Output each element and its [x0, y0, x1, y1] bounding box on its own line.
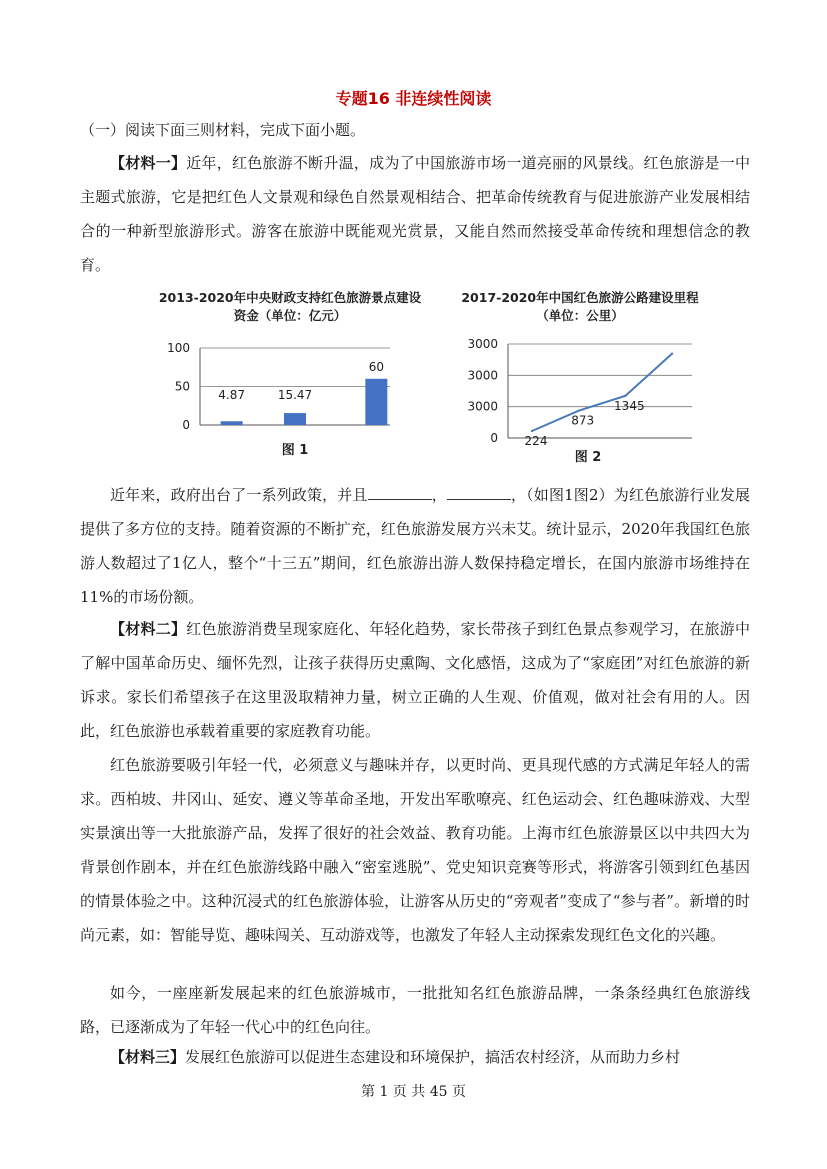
chart2-data-point: [671, 353, 673, 355]
chart2-data-point: [624, 395, 626, 397]
now-paragraph: [80, 976, 750, 1044]
page-title: 专题16 非连续性阅读: [335, 89, 492, 108]
policy-comma: ，: [431, 486, 447, 504]
youth-text: 红色旅游要吸引年轻一代，必须意义与趣味并存，以更时尚、更具现代感的方式满足年轻人的需求。西柏坡、井冈山、延安、遵义等革命圣地，开发出军歌嘹亮、红色运动会、红色趣味游戏、大型实景演出等一大批旅游产品，发挥了很好的社会效益、教育功能。上海市红色旅游景区以中共四大为背景创作剧本，并在红色旅游线路中融入“密室逃脱”、党史知识竞赛等形式，将游客引领到红色基因的情景体验之中。这种沉浸式的红色旅游体验，让游客从历史的“旁观者”变成了“参与者”。新增的时尚元素，如：智能导览、趣味闯关、互动游戏等，也激发了年轻人主动探索发现红色文化的兴趣。: [80, 756, 750, 944]
chart2-value-label: 224: [524, 433, 548, 448]
chart2-data-point: [531, 430, 533, 432]
chart2-title: [430, 289, 730, 325]
material-three-text: 发展红色旅游可以促进生态建设和环境保护，搞活农村经济，从而助力乡村: [185, 1048, 681, 1066]
chart1-value-label: 60: [368, 359, 384, 374]
chart2-data-point: [577, 409, 579, 411]
chart1-caption: 图 1: [281, 443, 309, 458]
chart2-ytick-label: 3000: [467, 337, 498, 351]
youth-paragraph: [80, 748, 750, 952]
page-footer: 第 1 页 共 45 页: [361, 1084, 466, 1100]
chart1-title: [140, 289, 440, 325]
chart1-ytick-label: 0: [182, 418, 190, 432]
section-heading: [80, 113, 750, 147]
chart2-title-line2: （单位：公里）: [536, 308, 624, 323]
chart2-line-chart: [460, 330, 700, 470]
chart1-ytick-label: 100: [167, 341, 190, 355]
chart2-ytick-label: 3000: [467, 368, 498, 383]
chart2-title-line1: 2017-2020年中国红色旅游公路建设里程: [461, 290, 699, 305]
material-three-paragraph: [80, 1040, 750, 1074]
policy-text-a: 近年来，政府出台了一系列政策，并且: [110, 486, 368, 504]
chart1-value-label: 15.47: [277, 388, 313, 402]
material-one-label: 【材料一】: [110, 154, 187, 172]
chart1-title-line2: 资金（单位：亿元）: [233, 308, 347, 323]
answer-blank-2[interactable]: [447, 485, 511, 500]
section-heading-text: （一）阅读下面三则材料，完成下面小题。: [80, 121, 366, 139]
material-two-paragraph: [80, 612, 750, 748]
material-two-label: 【材料二】: [110, 620, 187, 638]
chart2-series-line: [532, 354, 672, 431]
chart2-ytick-label: 0: [490, 431, 498, 445]
policy-paragraph: [80, 478, 750, 614]
chart1-value-label: 4.87: [218, 388, 246, 402]
now-text: 如今，一座座新发展起来的红色旅游城市，一批批知名红色旅游品牌，一条条经典红色旅游线路，已逐渐成为了年轻一代心中的红色向往。: [80, 984, 750, 1036]
chart1-title-line1: 2013-2020年中央财政支持红色旅游景点建设: [158, 290, 422, 305]
material-one-paragraph: [80, 146, 750, 282]
chart2-caption: 图 2: [574, 450, 602, 465]
chart2-value-label: 1345: [614, 398, 645, 413]
chart1-bar: [365, 379, 387, 425]
material-three-label: 【材料三】: [110, 1048, 186, 1066]
chart1-bar-chart: [150, 330, 420, 465]
material-two-text: 红色旅游消费呈现家庭化、年轻化趋势，家长带孩子到红色景点参观学习，在旅游中了解中国革命历史、缅怀先烈，让孩子获得历史熏陶、文化感悟，这成为了“家庭团”对红色旅游的新诉求。家长们希望孩子在这里汲取精神力量，树立正确的人生观、价值观，做对社会有用的人。因此，红色旅游也承载着重要的家庭教育功能。: [80, 620, 750, 740]
chart1-bar: [284, 413, 306, 425]
answer-blank-1[interactable]: [368, 485, 432, 500]
chart1-bar: [221, 421, 243, 425]
policy-text-b: ，（如图1图2）为红色旅游行业发展提供了多方位的支持。随着资源的不断扩充，红色旅游发展方兴未艾。统计显示，2020年我国红色旅游人数超过了1亿人，整个“十三五”期间，红色旅游出游人数保持稳定增长，在国内旅游市场维持在11%的市场份额。: [80, 486, 750, 606]
chart2-ytick-label: 3000: [467, 399, 498, 414]
chart1-ytick-label: 50: [174, 379, 190, 394]
chart2-value-label: 873: [571, 413, 595, 428]
material-one-text: 近年，红色旅游不断升温，成为了中国旅游市场一道亮丽的风景线。红色旅游是一中主题式旅游，它是把红色人文景观和绿色自然景观相结合、把革命传统教育与促进旅游产业发展相结合的一种新型旅游形式。游客在旅游中既能观光赏景，又能自然而然接受革命传统和理想信念的教育。: [80, 154, 750, 274]
